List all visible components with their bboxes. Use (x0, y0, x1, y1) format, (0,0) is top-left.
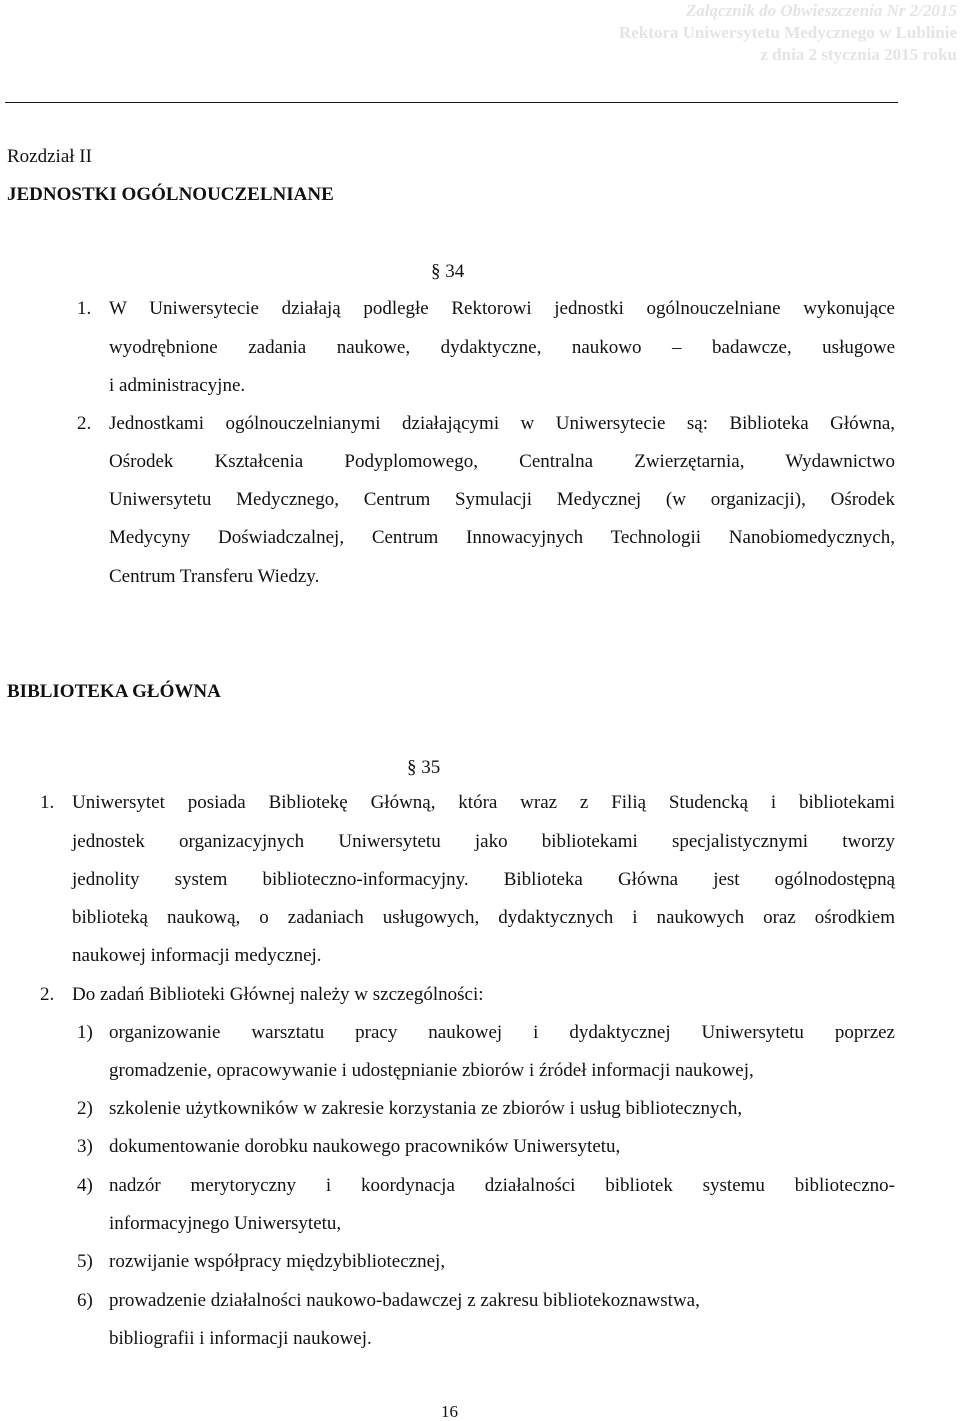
paragraph-line: Uniwersytetu Medycznego, Centrum Symulacji Medycznej (w organizacji), Ośrodek (109, 489, 895, 510)
subitem-number: 1) (77, 1022, 93, 1043)
subitem-line: dokumentowanie dorobku naukowego pracowników Uniwersytetu, (109, 1136, 621, 1157)
paragraph-line: Medycyny Doświadczalnej, Centrum Innowacyjnych Technologii Nanobiomedycznych, (109, 527, 895, 548)
subitem-number: 5) (77, 1251, 93, 1272)
paragraph-line: i administracyjne. (109, 375, 246, 396)
subitem-line: prowadzenie działalności naukowo-badawczej z zakresu bibliotekoznawstwa, (109, 1290, 700, 1311)
subitem-line: rozwijanie współpracy międzybibliotecznej, (109, 1251, 446, 1272)
section-34-heading (431, 262, 464, 281)
subitem-line: bibliografii i informacji naukowej. (109, 1328, 372, 1349)
document-header (619, 0, 957, 66)
section-mark: § (431, 261, 441, 282)
page-number: 16 (441, 1402, 458, 1421)
item-number: 2. (77, 413, 92, 434)
paragraph-line: Centrum Transferu Wiedzy. (109, 566, 320, 587)
header-rector-line: Rektora Uniwersytetu Medycznego w Lublinie (618, 23, 957, 42)
section-mark: § (407, 757, 417, 778)
paragraph-line: Ośrodek Kształcenia Podyplomowego, Centralna Zwierzętarnia, Wydawnictwo (109, 451, 895, 472)
paragraph-line: Do zadań Biblioteki Głównej należy w szczególności: (72, 984, 484, 1005)
subitem-number: 4) (77, 1175, 93, 1196)
item-number: 1. (77, 298, 92, 319)
subitem-line: gromadzenie, opracowywanie i udostępnianie zbiorów i źródeł informacji naukowej, (109, 1060, 754, 1081)
header-date-line: z dnia 2 stycznia 2015 roku (760, 45, 957, 64)
chapter-label: Rozdział II (7, 146, 92, 167)
paragraph-line: jednostek organizacyjnych Uniwersytetu jako bibliotekami specjalistycznymi tworzy (72, 831, 895, 852)
subitem-line: informacyjnego Uniwersytetu, (109, 1213, 342, 1234)
section-number: 35 (421, 757, 441, 778)
paragraph-line: wyodrębnione zadania naukowe, dydaktyczne, naukowo – badawcze, usługowe (109, 337, 895, 358)
paragraph-line: naukowej informacji medycznej. (72, 945, 322, 966)
section-35-heading (407, 758, 440, 777)
header-annex-line: Załącznik do Obwieszczenia Nr 2/2015 (685, 1, 957, 20)
section-number: 34 (445, 261, 465, 282)
paragraph-line: biblioteką naukową, o zadaniach usługowych, dydaktycznych i naukowych oraz ośrodkiem (72, 907, 895, 928)
paragraph-line: jednolity system biblioteczno-informacyjny. Biblioteka Główna jest ogólnodostępną (72, 869, 895, 890)
subitem-number: 3) (77, 1136, 93, 1157)
subitem-line: nadzór merytoryczny i koordynacja działalności bibliotek systemu biblioteczno- (109, 1175, 895, 1196)
paragraph-line: Uniwersytet posiada Bibliotekę Główną, która wraz z Filią Studencką i bibliotekami (72, 792, 895, 813)
paragraph-line: Jednostkami ogólnouczelnianymi działającymi w Uniwersytecie są: Biblioteka Główna, (109, 413, 895, 434)
item-number: 2. (40, 984, 55, 1005)
header-rule (5, 102, 898, 103)
subitem-number: 6) (77, 1290, 93, 1311)
subitem-line: organizowanie warsztatu pracy naukowej i dydaktycznej Uniwersytetu poprzez (109, 1022, 895, 1043)
library-heading: BIBLIOTEKA GŁÓWNA (7, 681, 221, 702)
item-number: 1. (40, 792, 55, 813)
chapter-title: JEDNOSTKI OGÓLNOUCZELNIANE (7, 184, 334, 205)
paragraph-line: W Uniwersytecie działają podległe Rektorowi jednostki ogólnouczelniane wykonujące (109, 298, 895, 319)
subitem-number: 2) (77, 1098, 93, 1119)
subitem-line: szkolenie użytkowników w zakresie korzystania ze zbiorów i usług bibliotecznych, (109, 1098, 743, 1119)
